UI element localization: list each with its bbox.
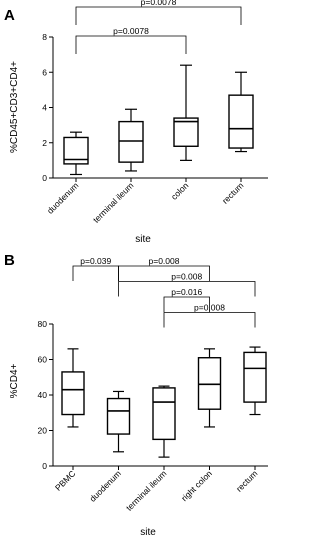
panel-b-p-value: p=0.008 [194,302,225,313]
panel-b-x-tick-label: duodenum [87,468,123,504]
panel-a-y-axis-title: %CD45+CD3+CD4+ [9,61,20,153]
panel-b-p-value: p=0.016 [171,287,203,297]
panel-a-y-tick-label: 4 [42,102,47,113]
panel-b-y-tick-label: 60 [37,354,47,365]
panel-b-box-plot [108,391,130,451]
panel-b-box-plot [62,349,84,427]
panel-b-iqr-box [199,358,221,409]
panel-b-iqr-box [108,399,130,435]
panel-a-box-plot [64,132,88,174]
panel-a-y-tick-label: 2 [42,137,47,148]
panel-b-iqr-box [244,352,266,402]
panel-a-letter: A [4,7,15,24]
panel-b-p-value: p=0.039 [80,256,112,266]
panel-a-significance-bracket [76,0,241,25]
panel-b-y-tick-label: 0 [42,461,47,471]
panel-b-box-plot [199,349,221,427]
panel-b-y-tick-label: 80 [37,319,47,329]
panel-a-bracket-line [76,36,186,54]
panel-b-bracket-line [73,266,119,281]
panel-b-plot [38,256,268,513]
panel-a-plot [42,0,268,225]
panel-a-iqr-box [119,122,143,163]
panel-b-x-tick-label: PBMC [52,468,78,493]
panel-a-x-tick-label: terminal ileum [90,180,136,225]
panel-a-x-tick-label: colon [168,180,191,202]
panel-a-x-axis-title: site [135,234,151,245]
panel-a-p-value: p=0.0078 [140,0,177,7]
panel-b-letter: B [4,252,15,269]
panel-a-y-tick-label: 6 [42,67,47,78]
panel-b-p-value: p=0.008 [171,271,203,282]
panel-a-significance-bracket [76,26,186,54]
panel-a-p-value: p=0.0078 [113,26,149,36]
panel-b [4,252,268,538]
panel-b-x-tick-label: terminal ileum [123,468,169,513]
panel-b-significance-bracket [73,256,119,281]
panel-a-y-tick-label: 0 [42,173,47,183]
panel-a-y-tick-label: 8 [42,32,47,42]
panel-b-iqr-box [153,388,175,439]
panel-a-x-tick-label: duodenum [44,180,81,216]
panel-a-iqr-box [229,95,253,148]
panel-b-y-axis-title: %CD4+ [9,363,20,399]
panel-b-x-tick-label: rectum [233,468,260,494]
panel-b-p-value: p=0.008 [148,256,180,266]
panel-a-box-plot [119,109,143,171]
panel-a-box-plot [174,65,198,160]
panel-b-box-plot [153,386,175,457]
panel-b-x-tick-label: right colon [179,468,214,504]
panel-a-x-tick-label: rectum [219,180,246,206]
panel-a-box-plot [229,72,253,151]
panel-b-x-axis-title: site [140,527,156,538]
panel-b-y-tick-label: 20 [37,425,47,436]
panel-b-box-plot [244,347,266,414]
panel-b-bracket-line [164,313,255,328]
panel-a-bracket-line [76,7,241,25]
panel-b-y-tick-label: 40 [37,390,47,400]
panel-b-significance-bracket [164,303,255,328]
panel-a [4,0,268,245]
panel-b-iqr-box [62,372,84,415]
